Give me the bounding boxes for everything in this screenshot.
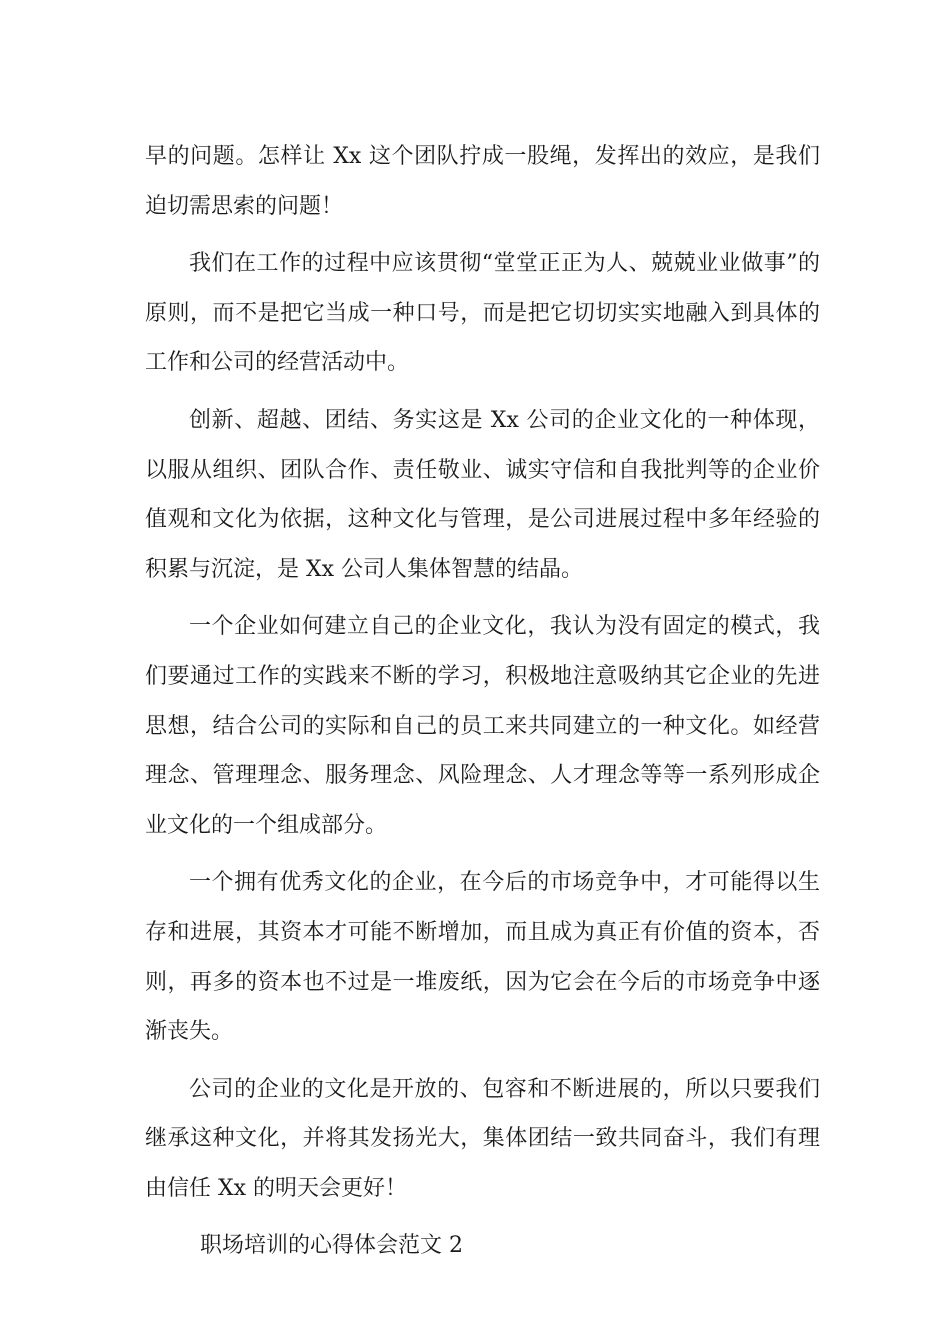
paragraph: 一个拥有优秀文化的企业，在今后的市场竞争中，才可能得以生存和进展，其资本才可能不断增加，而且成为真正有价值的资本，否则，再多的资本也不过是一堆废纸，因为它会在今后的市场竞争中逐渐丧失。	[145, 870, 820, 1045]
paragraph: 创新、超越、团结、务实这是 Xx 公司的企业文化的一种体现，以服从组织、团队合作、责任敬业、诚实守信和自我批判等的企业价值观和文化为依据，这种文化与管理，是公司进展过程中多年经验的积累与沉淀，是 Xx 公司人集体智慧的结晶。	[145, 407, 820, 582]
paragraph: 一个企业如何建立自己的企业文化，我认为没有固定的模式，我们要通过工作的实践来不断的学习，积极地注意吸纳其它企业的先进思想，结合公司的实际和自己的员工来共同建立的一种文化。如经营理念、管理理念、服务理念、风险理念、人才理念等等一系列形成企业文化的一个组成部分。	[145, 614, 820, 838]
document-body	[145, 132, 820, 1271]
paragraph: 公司的企业的文化是开放的、包容和不断进展的，所以只要我们继承这种文化，并将其发扬光大，集体团结一致共同奋斗，我们有理由信任 Xx 的明天会更好！	[145, 1076, 820, 1201]
paragraph: 我们在工作的过程中应该贯彻“堂堂正正为人、兢兢业业做事”的原则，而不是把它当成一种口号，而是把它切切实实地融入到具体的工作和公司的经营活动中。	[145, 251, 820, 376]
paragraph-continuation: 早的问题。怎样让 Xx 这个团队拧成一股绳，发挥出的效应，是我们迫切需思索的问题！	[145, 144, 820, 219]
section-heading: 职场培训的心得体会范文 2	[200, 1233, 463, 1259]
